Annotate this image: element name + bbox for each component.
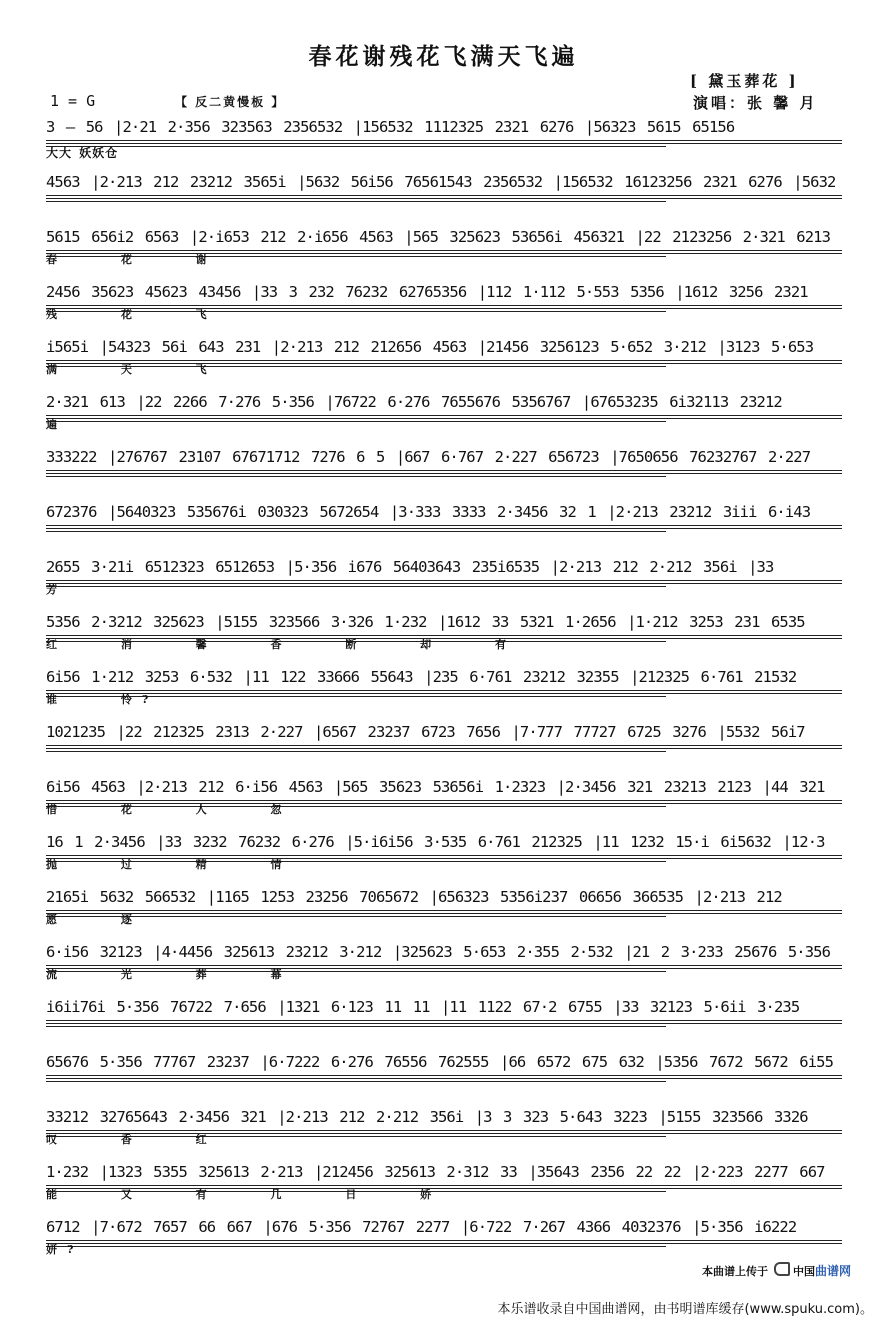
notation-text: 4563 |2·213 212 23212 3565i |5632 56i56 76561543 2356532 |156532 16123256 2321 6276 |5632 (46, 173, 836, 191)
notation-text: 672376 |5640323 535676i 030323 5672654 |3·333 3333 2·3456 32 1 |2·213 23212 3iii 6·i43 (46, 503, 811, 521)
upload-note (702, 1262, 851, 1279)
notation-text: 65676 5·356 77767 23237 |6·7222 6·276 76556 762555 |66 6572 675 632 |5356 7672 5672 6i55 (46, 1053, 833, 1071)
singer-credit: 演唱：张 馨 月 (693, 94, 818, 112)
score-body (46, 108, 842, 1263)
notation-text: 5356 2·3212 325623 |5155 323566 3·326 1·232 |1612 33 5321 1·2656 |1·212 3253 231 6535 (46, 613, 805, 631)
lyrics-text: 愿 逐 (46, 913, 142, 926)
notation-text: 1021235 |22 212325 2313 2·227 |6567 23237 6723 7656 |7·777 77727 6725 3276 |5532 56i7 (46, 723, 805, 741)
lyrics-text (46, 746, 842, 764)
score-line (46, 1208, 842, 1263)
lyrics-text: 叹 香 红 (46, 1133, 217, 1146)
notation-text: 6712 |7·672 7657 66 667 |676 5·356 72767 2277 |6·722 7·267 4366 4032376 |5·356 i6222 (46, 1218, 797, 1236)
notation-text: 6i56 4563 |2·213 212 6·i56 4563 |565 35623 53656i 1·2323 |2·3456 321 23213 2123 |44 321 (46, 778, 825, 796)
notation-text: 2165i 5632 566532 |1165 1253 23256 7065672 |656323 5356i237 06656 366535 |2·213 212 (46, 888, 782, 906)
notation-text: 33212 32765643 2·3456 321 |2·213 212 2·212 356i |3 3 323 5·643 3223 |5155 323566 3326 (46, 1108, 808, 1126)
notation-text: 2655 3·21i 6512323 6512653 |5·356 i676 56403643 235i6535 |2·213 212 2·212 356i |33 (46, 558, 774, 576)
lyrics-text: 芳 (46, 583, 67, 596)
score-line (46, 713, 842, 768)
brand-primary: 中国 (792, 1265, 815, 1278)
lyrics-text (46, 526, 842, 544)
lyrics-text (46, 1076, 842, 1094)
lyrics-text: 惜 花 人 忽 (46, 803, 292, 816)
notation-text: i6ii76i 5·356 76722 7·656 |1321 6·123 11 11 |11 1122 67·2 6755 |33 32123 5·6ii 3·235 (46, 998, 800, 1016)
lyrics-text (46, 1021, 842, 1039)
score-line (46, 988, 842, 1043)
opera-name: [ 黛玉葬花 ] (690, 72, 799, 90)
key-signature: 1 = G (50, 92, 96, 110)
score-line (46, 658, 842, 713)
notation-text: 1·232 |1323 5355 325613 2·213 |212456 325613 2·312 33 |35643 2356 22 22 |2·223 2277 667 (46, 1163, 825, 1181)
lyrics-text (46, 196, 842, 214)
score-line (46, 328, 842, 383)
upload-prefix: 本曲谱上传于 (701, 1265, 768, 1278)
lyrics-text: 满 天 飞 (46, 363, 217, 376)
score-line (46, 1153, 842, 1208)
site-logo-icon (774, 1262, 790, 1276)
score-line (46, 1043, 842, 1098)
score-line (46, 933, 842, 988)
notation-text: 333222 |276767 23107 67671712 7276 6 5 |667 6·767 2·227 656723 |7650656 76232767 2·227 (46, 448, 811, 466)
score-line (46, 163, 842, 218)
source-note: 本乐谱收录自中国曲谱网，由书明谱库缓存(www.spuku.com)。 (497, 1302, 873, 1317)
lyrics-text: 谁 怜? (46, 693, 159, 706)
notation-text: 6i56 1·212 3253 6·532 |11 122 33666 55643 |235 6·761 23212 32355 |212325 6·761 21532 (46, 668, 797, 686)
score-line (46, 603, 842, 658)
score-line (46, 1098, 842, 1153)
lyrics-text: 抛 过 精 情 (46, 858, 292, 871)
lyrics-text: 大大 妖妖仓 (46, 146, 119, 160)
lyrics-text: 春 花 谢 (46, 253, 217, 266)
notation-text: 3 – 56 |2·21 2·356 323563 2356532 |156532 1112325 2321 6276 |56323 5615 65156 (46, 118, 735, 136)
lyrics-text: 流 光 葬 幕 (46, 968, 292, 981)
score-line (46, 823, 842, 878)
notation-text: 6·i56 32123 |4·4456 325613 23212 3·212 |325623 5·653 2·355 2·532 |21 2 3·233 25676 5·356 (46, 943, 830, 961)
lyrics-text: 遍 (46, 418, 67, 431)
score-line (46, 438, 842, 493)
tempo-marking: 【 反二黄慢板 】 (175, 95, 286, 109)
notation-text: 5615 656i2 6563 |2·i653 212 2·i656 4563 |565 325623 53656i 456321 |22 2123256 2·321 6213 (46, 228, 830, 246)
score-line (46, 383, 842, 438)
lyrics-text: 妍? (46, 1243, 84, 1256)
lyrics-text: 残 花 飞 (46, 308, 217, 321)
score-line (46, 878, 842, 933)
notation-text: 2456 35623 45623 43456 |33 3 232 76232 62765356 |112 1·112 5·553 5356 |1612 3256 2321 (46, 283, 808, 301)
brand-secondary: 曲谱网 (814, 1264, 851, 1278)
score-line (46, 548, 842, 603)
lyrics-text: 能 又 有 几 日 娇 (46, 1188, 442, 1201)
score-line (46, 108, 842, 163)
notation-text: 16 1 2·3456 |33 3232 76232 6·276 |5·i6i56 3·535 6·761 212325 |11 1232 15·i 6i5632 |12·3 (46, 833, 825, 851)
notation-text: i565i |54323 56i 643 231 |2·213 212 212656 4563 |21456 3256123 5·652 3·212 |3123 5·653 (46, 338, 814, 356)
score-line (46, 493, 842, 548)
lyrics-text: 红 消 馨 香 断 却 有 (46, 638, 516, 651)
beat-underline (46, 140, 842, 141)
lyrics-text (46, 471, 842, 489)
score-line (46, 273, 842, 328)
score-line (46, 218, 842, 273)
notation-text: 2·321 613 |22 2266 7·276 5·356 |76722 6·276 7655676 5356767 |67653235 6i32113 23212 (46, 393, 782, 411)
score-title: 春花谢残花飞满天飞遍 (308, 43, 579, 70)
score-line (46, 768, 842, 823)
